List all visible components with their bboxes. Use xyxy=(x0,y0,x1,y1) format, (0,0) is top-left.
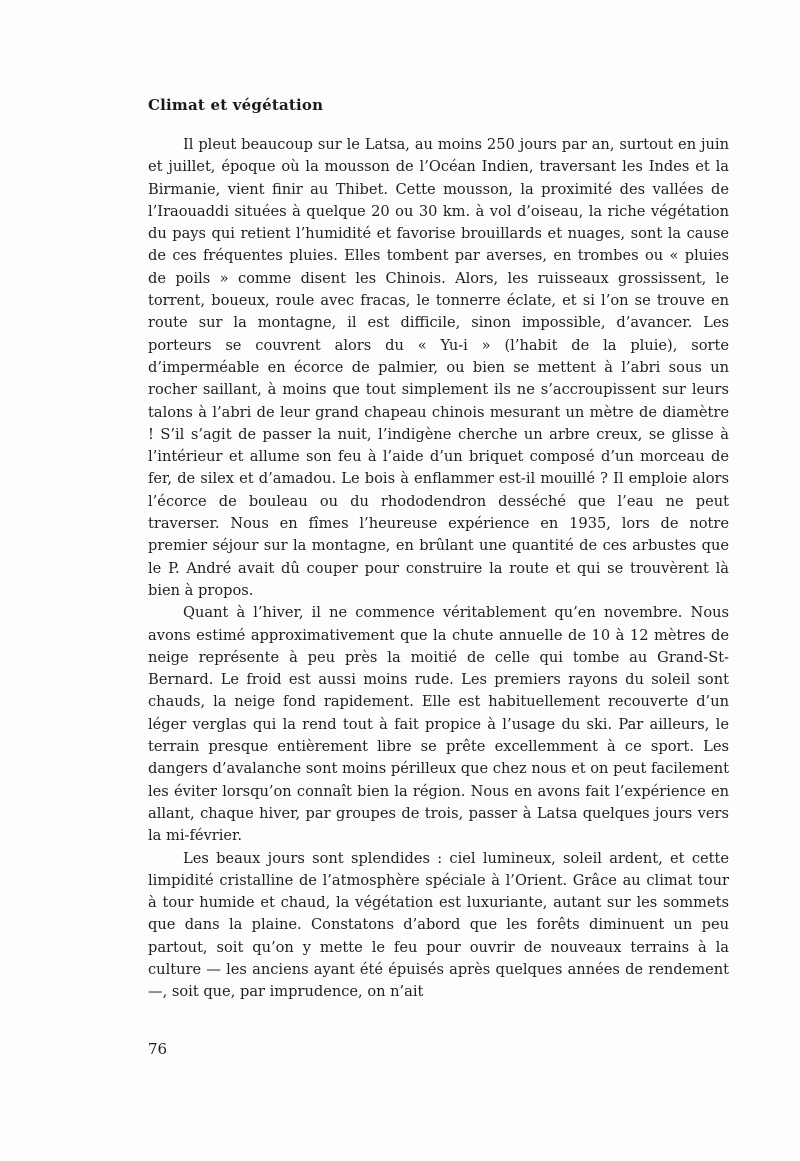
paragraph-rain: Il pleut beaucoup sur le Latsa, au moins 250 jours par an, surtout en juin et juillet, époque où la mousson de l’Océan Indien, traversant les Indes et la Birmanie, vient finir au Thibet. Cette mousson, la proximité des vallées de l’Iraouaddi situées à quelque 20 ou 30 km. à vol d’oiseau, la riche végétation du pays qui retient l’humidité et favorise brouillards et nuages, sont la cause de ces fréquentes pluies. Elles tombent par averses, en trombes ou « pluies de poils » comme disent les Chinois. Alors, les ruisseaux grossissent, le torrent, boueux, roule avec fracas, le tonnerre éclate, et si l’on se trouve en route sur la montagne, il est difficile, sinon impossible, d’avancer. Les porteurs se couvrent alors du « Yu-i » (l’habit de la pluie), sorte d’imperméable en écorce de palmier, ou bien se mettent à l’abri sous un rocher saillant, à moins que tout simplement ils ne s’accroupissent sur leurs talons à l’abri de leur grand chapeau chinois mesurant un mètre de diamètre ! S’il s’agit de passer la nuit, l’indigène cherche un arbre creux, se glisse à l’intérieur et allume son feu à l’aide d’un briquet composé d’un morceau de fer, de silex et d’amadou. Le bois à enflammer est-il mouillé ? Il emploie alors l’écorce de bouleau ou du rhododendron desséché que l’eau ne peut traverser. Nous en fîmes l’heureuse expérience en 1935, lors de notre premier séjour sur la montagne, en brûlant une quantité de ces arbustes que le P. André avait dû couper pour construire la route et qui se trouvèrent là bien à propos. xyxy=(148,136,729,599)
paragraph-winter: Quant à l’hiver, il ne commence véritablement qu’en novembre. Nous avons estimé approximativement que la chute annuelle de 10 à 12 mètres de neige représente à peu près la moitié de celle qui tombe au Grand-St-Bernard. Le froid est aussi moins rude. Les premiers rayons du soleil sont chauds, la neige fond rapidement. Elle est habituellement recouverte d’un léger verglas qui la rend tout à fait propice à l’usage du ski. Par ailleurs, le terrain presque entièrement libre se prête excellemment à ce sport. Les dangers d’avalanche sont moins périlleux que chez nous et on peut facilement les éviter lorsqu’on connaît bien la région. Nous en avons fait l’expérience en allant, chaque hiver, par groupes de trois, passer à Latsa quelques jours vers la mi-février. xyxy=(148,604,729,845)
body-text xyxy=(148,134,729,1004)
page-number: 76 xyxy=(148,1040,168,1058)
paragraph-vegetation: Les beaux jours sont splendides : ciel lumineux, soleil ardent, et cette limpidité cristalline de l’atmosphère spéciale à l’Orient. Grâce au climat tour à tour humide et chaud, la végétation est luxuriante, autant sur les sommets que dans la plaine. Constatons d’abord que les forêts diminuent un peu partout, soit qu’on y mette le feu pour ouvrir de nouveaux terrains à la culture — les anciens ayant été épuisés après quelques années de rendement —, soit que, par imprudence, on n’ait xyxy=(148,849,729,1001)
section-heading: Climat et végétation xyxy=(148,96,324,114)
